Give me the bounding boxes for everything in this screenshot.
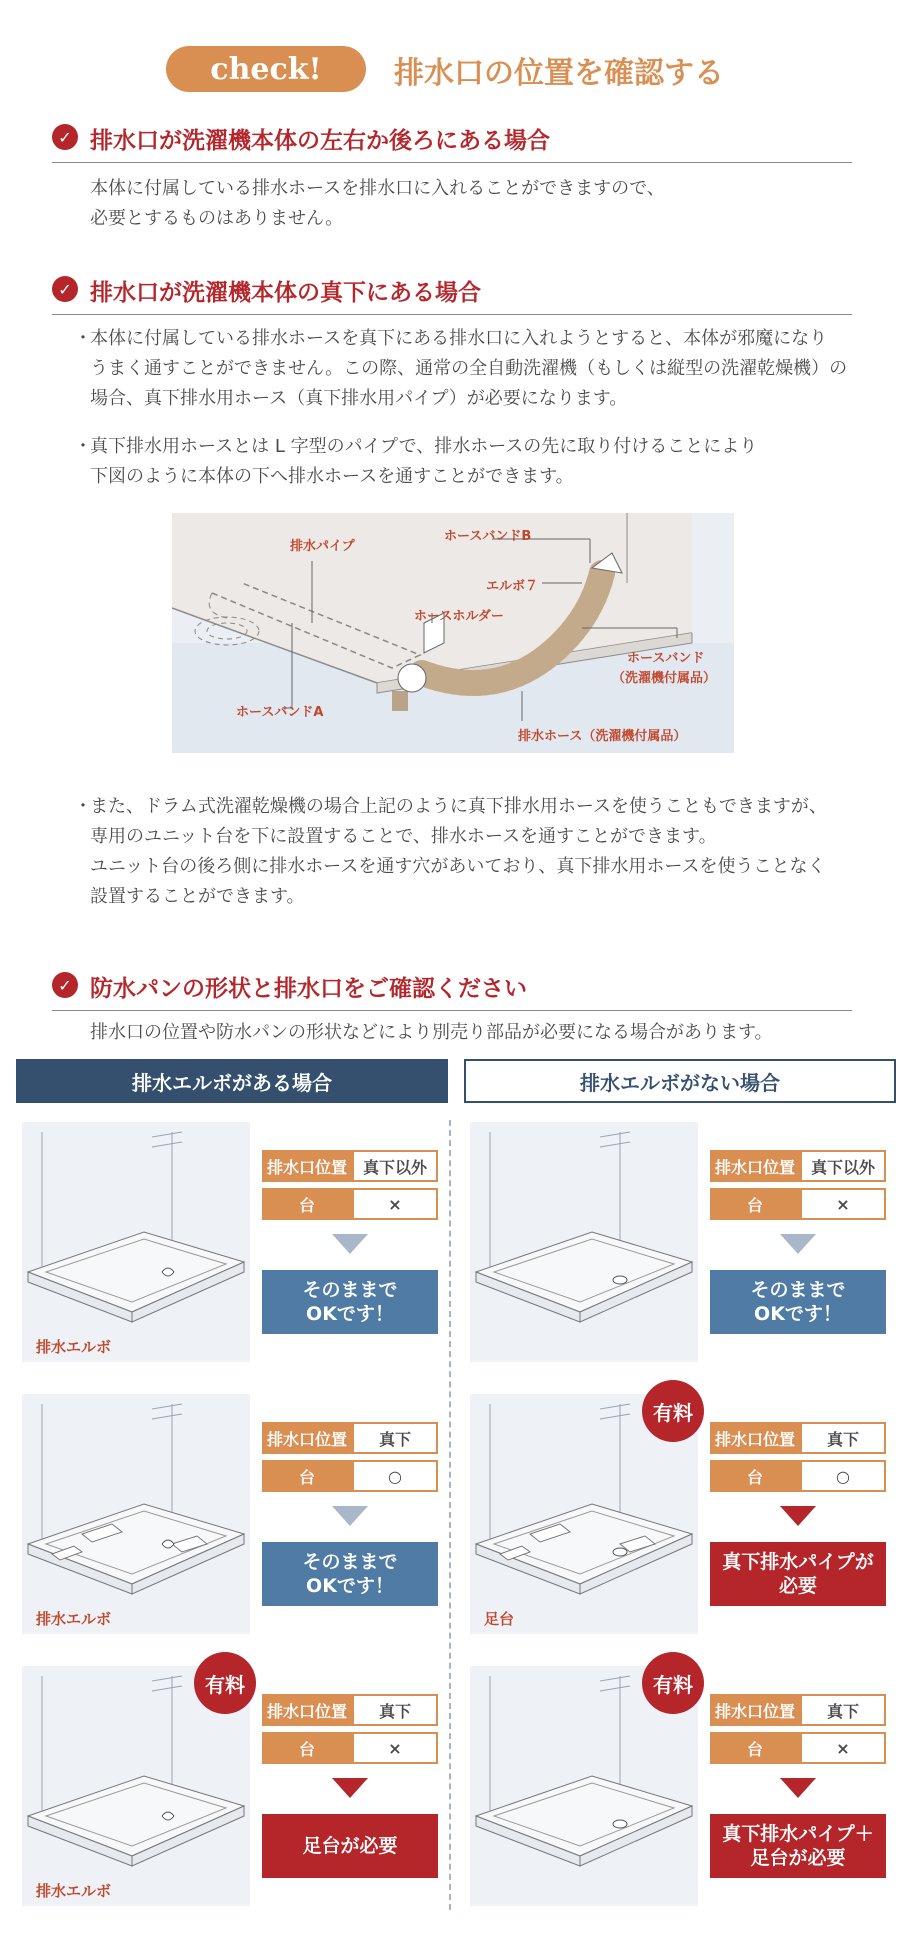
pan-drawing <box>470 1122 698 1362</box>
arrow-down-icon <box>780 1234 816 1254</box>
section-heading-side-drain <box>52 114 852 163</box>
value-stand: × <box>352 1732 438 1764</box>
check-circle-icon: ✓ <box>52 124 78 150</box>
pan-drawing <box>22 1394 250 1634</box>
value-position: 真下 <box>800 1694 886 1726</box>
label-hose-band-b: ホースバンドB <box>444 529 532 544</box>
value-position: 真下 <box>800 1422 886 1454</box>
result-line: 真下排水パイプ＋ <box>722 1823 874 1845</box>
value-stand: ○ <box>352 1460 438 1492</box>
text-line: 本体に付属している排水ホースを真下にある排水口に入れようとすると、本体が邪魔になり <box>90 328 828 349</box>
result-box <box>710 1270 886 1334</box>
text-line: 必要とするものはありません。 <box>90 208 344 229</box>
text-line: 場合、真下排水用ホース（真下排水用パイプ）が必要になります。 <box>90 388 628 409</box>
arrow-down-icon <box>780 1778 816 1798</box>
value-stand: × <box>800 1188 886 1220</box>
result-line: 足台が必要 <box>302 1835 398 1857</box>
arrow-down-icon <box>780 1506 816 1526</box>
key-stand: 台 <box>710 1188 800 1220</box>
arrow-down-icon <box>332 1778 368 1798</box>
bullet-dot: ・ <box>74 436 92 457</box>
label-hose-band: ホースバンド <box>627 651 705 666</box>
result-line: 足台が必要 <box>750 1847 846 1869</box>
section-title: 排水口が洗濯機本体の真下にある場合 <box>90 280 481 306</box>
paid-badge: 有料 <box>642 1380 704 1442</box>
pan-illustration <box>470 1122 698 1362</box>
table-row-position <box>710 1150 886 1182</box>
result-box <box>262 1814 438 1878</box>
section-heading-pan-shape <box>52 962 852 1011</box>
under-drain-hose-diagram <box>172 513 734 753</box>
key-stand: 台 <box>710 1460 800 1492</box>
key-stand: 台 <box>262 1732 352 1764</box>
key-stand: 台 <box>262 1188 352 1220</box>
check-badge: check! <box>166 46 366 92</box>
label-elbow: エルボ７ <box>486 579 539 594</box>
paid-badge: 有料 <box>194 1652 256 1714</box>
bullet-item <box>74 432 864 494</box>
result-line: OKです！ <box>754 1303 842 1325</box>
text-line: 本体に付属している排水ホースを排水口に入れることができますので、 <box>90 178 665 199</box>
text-line: また、ドラム式洗濯乾燥機の場合上記のように真下排水用ホースを使うこともできますが、 <box>90 796 827 817</box>
label-hose-band-note: （洗濯機付属品） <box>612 671 717 686</box>
bullet-item <box>74 324 864 416</box>
value-position: 真下 <box>352 1694 438 1726</box>
arrow-down-icon <box>332 1234 368 1254</box>
label-drain-pipe: 排水パイプ <box>290 539 355 554</box>
result-line: そのままで <box>302 1551 398 1573</box>
table-row-stand <box>710 1732 886 1764</box>
table-row-stand <box>262 1460 438 1492</box>
text-line: うまく通すことができません。この際、通常の全自動洗濯機（もしくは縦型の洗濯乾燥機）の <box>90 358 848 379</box>
result-line: そのままで <box>750 1279 846 1301</box>
arrow-down-icon <box>332 1506 368 1526</box>
table-row-stand <box>262 1732 438 1764</box>
text-line: 設置することができます。 <box>90 886 305 907</box>
column-header-with-elbow: 排水エルボがある場合 <box>16 1059 448 1103</box>
result-line: OKです！ <box>306 1575 394 1597</box>
text-line: ユニット台の後ろ側に排水ホースを通す穴があいており、真下排水用ホースを使うことなく <box>90 856 826 877</box>
section-heading-under-drain <box>52 266 852 315</box>
section1-text <box>90 174 665 234</box>
key-position: 排水口位置 <box>710 1694 800 1726</box>
result-box <box>710 1814 886 1878</box>
bullet-dot: ・ <box>74 328 92 349</box>
column-header-without-elbow: 排水エルボがない場合 <box>464 1059 896 1103</box>
key-position: 排水口位置 <box>262 1422 352 1454</box>
column-divider <box>449 1120 451 1910</box>
pan-label: 排水エルボ <box>36 1882 112 1900</box>
pan-label: 足台 <box>484 1610 515 1628</box>
pan-label: 排水エルボ <box>36 1338 112 1356</box>
result-line: そのままで <box>302 1279 398 1301</box>
pan-label: 排水エルボ <box>36 1610 112 1628</box>
result-line: 真下排水パイプが <box>722 1551 874 1573</box>
key-position: 排水口位置 <box>262 1694 352 1726</box>
section-title: 排水口が洗濯機本体の左右か後ろにある場合 <box>90 128 550 154</box>
check-circle-icon: ✓ <box>52 972 78 998</box>
text-line: 真下排水用ホースとは L 字型のパイプで、排水ホースの先に取り付けることにより <box>90 436 758 457</box>
pan-illustration <box>22 1394 250 1634</box>
label-drain-hose: 排水ホース（洗濯機付属品） <box>518 729 687 744</box>
table-row-position <box>262 1422 438 1454</box>
table-row-stand <box>710 1460 886 1492</box>
label-hose-holder: ホースホルダー <box>414 609 504 624</box>
value-stand: × <box>352 1188 438 1220</box>
table-row-stand <box>710 1188 886 1220</box>
key-position: 排水口位置 <box>710 1150 800 1182</box>
value-stand: × <box>800 1732 886 1764</box>
result-box <box>262 1542 438 1606</box>
key-position: 排水口位置 <box>710 1422 800 1454</box>
section3-intro: 排水口の位置や防水パンの形状などにより別売り部品が必要になる場合があります。 <box>90 1022 773 1043</box>
table-row-position <box>262 1150 438 1182</box>
table-row-position <box>710 1694 886 1726</box>
key-position: 排水口位置 <box>262 1150 352 1182</box>
key-stand: 台 <box>710 1732 800 1764</box>
value-position: 真下以外 <box>800 1150 886 1182</box>
page-title: 排水口の位置を確認する <box>394 56 724 91</box>
value-position: 真下以外 <box>352 1150 438 1182</box>
section-title: 防水パンの形状と排水口をご確認ください <box>90 976 527 1002</box>
text-line: 下図のように本体の下へ排水ホースを通すことができます。 <box>90 466 574 487</box>
table-row-position <box>710 1422 886 1454</box>
value-stand: ○ <box>800 1460 886 1492</box>
result-box <box>262 1270 438 1334</box>
key-stand: 台 <box>262 1460 352 1492</box>
pan-drawing <box>22 1122 250 1362</box>
pan-illustration <box>22 1122 250 1362</box>
bullet-dot: ・ <box>74 796 92 817</box>
text-line: 専用のユニット台を下に設置することで、排水ホースを通すことができます。 <box>90 826 717 847</box>
label-hose-band-a: ホースバンドA <box>236 705 324 720</box>
value-position: 真下 <box>352 1422 438 1454</box>
table-row-stand <box>262 1188 438 1220</box>
result-box <box>710 1542 886 1606</box>
check-circle-icon: ✓ <box>52 276 78 302</box>
table-row-position <box>262 1694 438 1726</box>
paid-badge: 有料 <box>642 1652 704 1714</box>
bullet-item <box>74 792 874 914</box>
result-line: OKです！ <box>306 1303 394 1325</box>
result-line: 必要 <box>778 1575 817 1597</box>
